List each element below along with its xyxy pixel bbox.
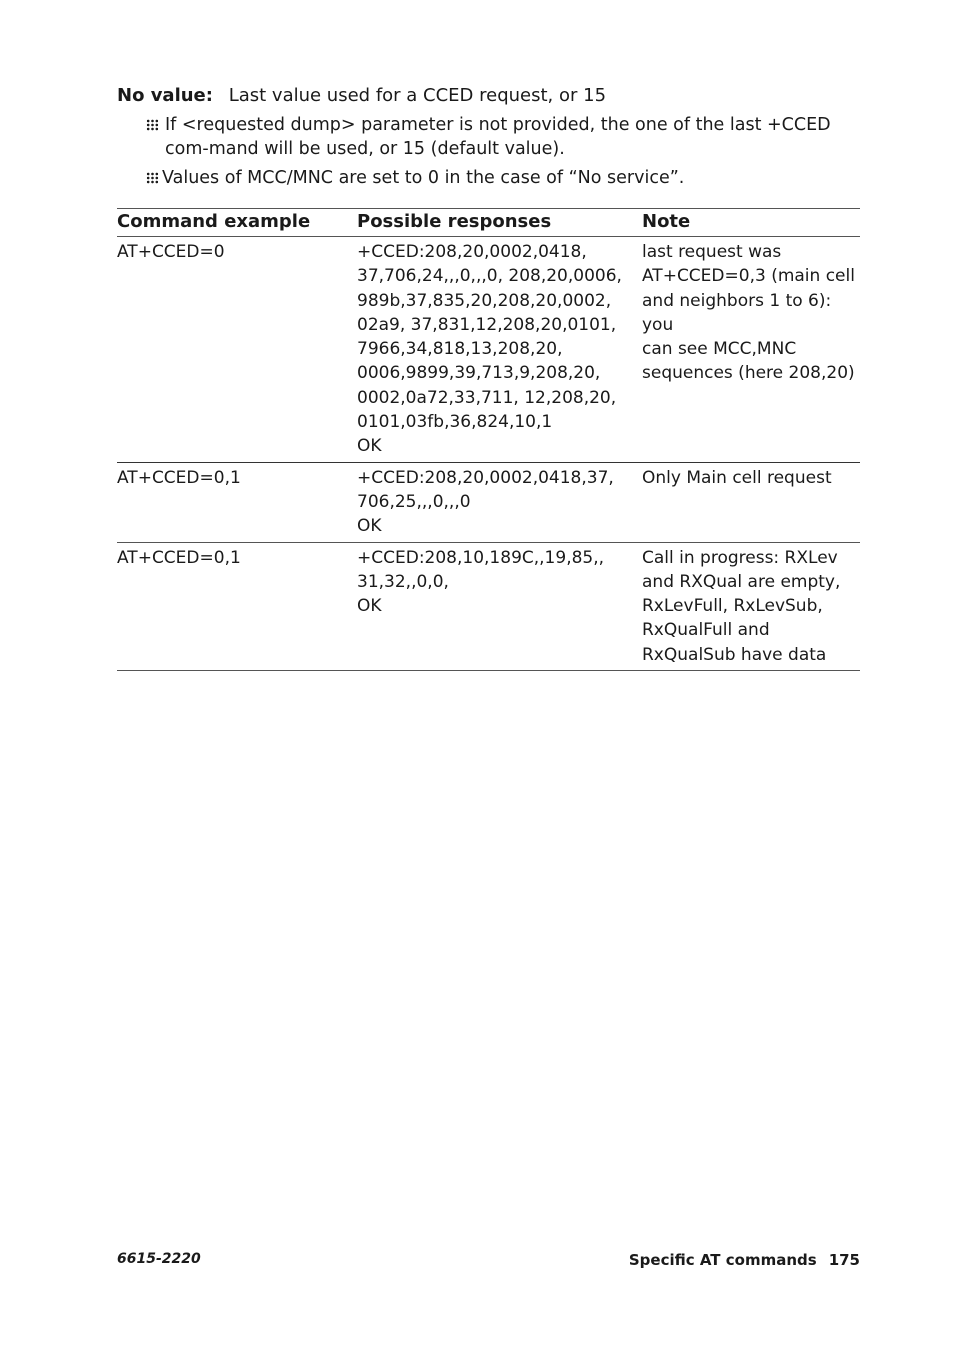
response-line: OK: [357, 596, 382, 617]
response-line: 0006,9899,39,713,9,208,20,: [357, 363, 601, 384]
response-line: 31,32,,0,0,: [357, 571, 449, 592]
footer-section: [629, 1251, 860, 1269]
response-line: OK: [357, 516, 382, 537]
command-table: [117, 208, 860, 671]
bullet-icon: [146, 172, 159, 184]
response-line: OK: [357, 436, 382, 457]
response-line: 0002,0a72,33,711, 12,208,20,: [357, 387, 617, 408]
response-line: 706,25,,,0,,,0: [357, 491, 471, 512]
response-line: +CCED:208,10,189C,,19,85,,: [357, 547, 605, 568]
note-line: RxLevFull, RxLevSub,: [642, 596, 823, 617]
response-line: 02a9, 37,831,12,208,20,0101,: [357, 314, 617, 335]
response-line: +CCED:208,20,0002,0418,: [357, 242, 587, 262]
response-line: 7966,34,818,13,208,20,: [357, 339, 563, 360]
response-cell: [357, 237, 642, 463]
note-line: Only Main cell request: [642, 467, 832, 488]
footer-doc-number: 6615-2220: [117, 1251, 201, 1267]
header-possible-responses: Possible responses: [357, 209, 642, 237]
command-cell: AT+CCED=0: [117, 237, 357, 463]
note-cell: [642, 462, 860, 542]
bullet-text: If <requested dump> parameter is not provided, the one of the last +CCED com-mand will be used, or 15 (default value).: [165, 115, 831, 159]
bullet-item: [117, 166, 860, 190]
response-cell: [357, 462, 642, 542]
table-row: [117, 462, 860, 542]
no-value-text: Last value used for a CCED request, or 15: [228, 85, 607, 106]
note-line: last request was: [642, 242, 782, 262]
response-line: 37,706,24,,,0,,,0, 208,20,0006,: [357, 266, 622, 287]
response-line: +CCED:208,20,0002,0418,37,: [357, 467, 614, 488]
note-line: sequences (here 208,20): [642, 363, 855, 384]
note-line: RxQualFull and: [642, 620, 770, 641]
note-line: and neighbors 1 to 6): you: [642, 290, 832, 335]
footer-section-title: Specific AT commands: [628, 1251, 817, 1269]
intro-block: [117, 84, 860, 190]
note-line: AT+CCED=0,3 (main cell: [642, 266, 855, 287]
note-line: can see MCC,MNC: [642, 339, 797, 360]
table-row: [117, 237, 860, 463]
bullet-text: Values of MCC/MNC are set to 0 in the case of “No service”.: [162, 168, 685, 188]
note-cell: [642, 237, 860, 463]
command-cell: AT+CCED=0,1: [117, 462, 357, 542]
note-line: Call in progress: RXLev: [642, 547, 838, 568]
no-value-label: No value:: [117, 85, 213, 106]
bullet-item: [117, 113, 860, 161]
response-line: 0101,03fb,36,824,10,1: [357, 412, 553, 433]
response-cell: [357, 542, 642, 670]
no-value-line: [117, 84, 860, 108]
header-command-example: Command example: [117, 209, 357, 237]
note-cell: [642, 542, 860, 670]
header-note: Note: [642, 209, 860, 237]
bullet-icon: [146, 119, 159, 131]
command-cell: AT+CCED=0,1: [117, 542, 357, 670]
page-number: 175: [828, 1251, 860, 1269]
note-line: and RXQual are empty,: [642, 571, 841, 592]
table-header-row: [117, 209, 860, 237]
table-row: [117, 542, 860, 670]
response-line: 989b,37,835,20,208,20,0002,: [357, 290, 612, 311]
note-line: RxQualSub have data: [642, 644, 827, 665]
